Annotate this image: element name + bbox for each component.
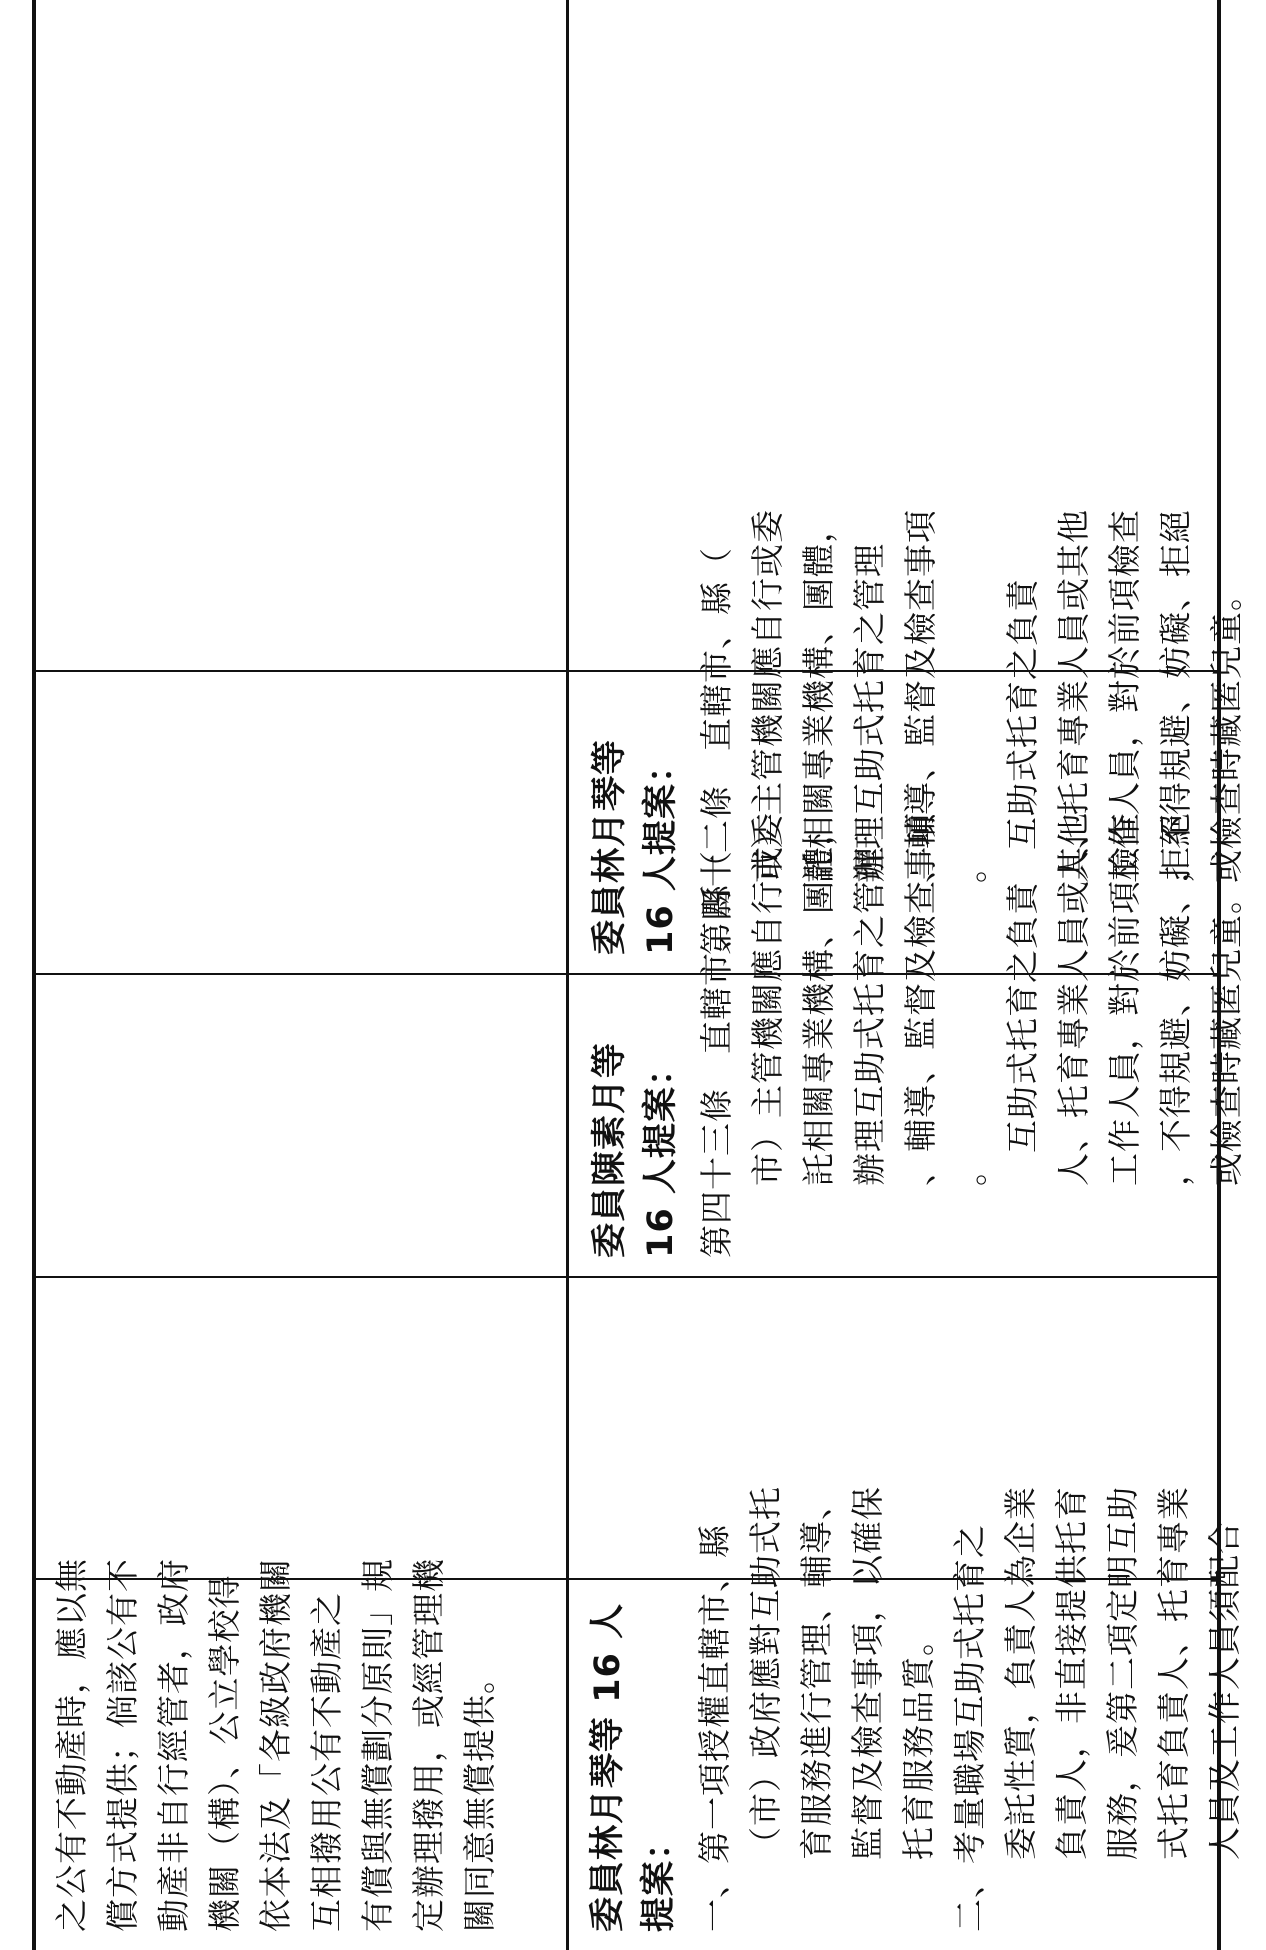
proposal-heading: 委員陳素月等 16 人提案： [590,1041,681,1258]
text-line: 動產非自行經管者，政府 [154,1558,193,1932]
table-cell-row2-left [32,1278,566,1578]
table-cell-row1-right [569,1486,1244,1950]
text-line: 託相關專業機構、團體， [799,509,838,883]
text-line: 服務，爰第二項定明互助 [1103,1486,1142,1860]
text-line: 互助式托育之負責 [1003,578,1042,850]
text-line: 定辦理撥用，或經管理機 [409,1558,448,1932]
text-line: 托育服務品質。 [899,1622,938,1860]
text-line: 之公有不動產時，應以無 [52,1558,91,1932]
row-divider [32,973,1220,975]
text-line: （市）政府應對互助式托 [746,1486,785,1860]
text-line: 機關（構）、公立學校得 [205,1574,244,1932]
text-line: 。 [952,849,991,883]
text-line: 或檢查時藏匿兒童。 [1207,577,1246,883]
text-line: 或檢查時藏匿兒童。 [1207,880,1246,1186]
proposal-heading: 委員林月琴等 16 人提案： [588,1602,679,1932]
table-cell-row4-right [569,509,1246,973]
text-line: 一、第一項授權直轄市、縣 [695,1524,734,1932]
text-line: 第四十二條 直轄市、縣（ [697,547,736,955]
table-cell-row5-right [569,0,1217,670]
text-line: 式托育負責人、托育專業 [1154,1486,1193,1860]
text-line: 辦理互助式托育之管理 [850,846,889,1186]
text-line: 、輔導、監督及檢查事項 [901,812,940,1186]
text-line: ，不得規避、妨礙、拒絕 [1156,812,1195,1186]
rotated-page [32,0,1246,1950]
text-line: 育服務進行管理、輔導、 [797,1486,836,1860]
table-cell-row4-left [32,673,566,973]
text-line: 辦理互助式托育之管理 [850,543,889,883]
text-line: 託相關專業機構、團體， [799,812,838,1186]
text-line: 市）主管機關應自行或委 [748,509,787,883]
row-divider [32,1276,1220,1278]
text-line: 工作人員，對於前項檢查 [1105,509,1144,883]
text-line: 互相撥用公有不動產之 [307,1592,346,1932]
text-line: 關同意無償提供。 [460,1660,499,1932]
row-divider [32,1578,1220,1580]
text-line: 監督及檢查事項，以確保 [848,1486,887,1860]
text-line: 、輔導、監督及檢查事項 [901,509,940,883]
text-line: 互助式托育之負責 [1003,881,1042,1153]
text-line: 第四十三條 直轄市、縣（ [697,850,736,1258]
text-line: 二、考量職場互助式托育之 [950,1524,989,1932]
table-cell-row1-left [32,1558,566,1950]
text-line: 。 [952,1152,991,1186]
table-cell-row5-left [32,0,566,670]
text-line: 人、托育專業人員或其他 [1054,812,1093,1186]
text-line: 委託性質，負責人為企業 [1001,1486,1040,1860]
text-line: 有償與無償劃分原則」規 [358,1558,397,1932]
text-line: ，不得規避、妨礙、拒絕 [1156,509,1195,883]
table-cell-row2-right [569,1278,1217,1578]
comparison-table [32,0,1246,1950]
text-line: 負責人，非直接提供托育 [1052,1486,1091,1860]
text-line: 工作人員，對於前項檢查 [1105,812,1144,1186]
text-line: 償方式提供；倘該公有不 [103,1558,142,1932]
text-line: 市）主管機關應自行或委 [748,812,787,1186]
table-cell-row3-left [32,976,566,1276]
text-line: 人員及工作人員須配合 [1205,1520,1244,1860]
text-line: 人、托育專業人員或其他 [1054,509,1093,883]
text-line: 依本法及「各級政府機關 [256,1558,295,1932]
row-divider [32,670,1220,672]
proposal-heading: 委員林月琴等 16 人提案： [590,738,681,955]
